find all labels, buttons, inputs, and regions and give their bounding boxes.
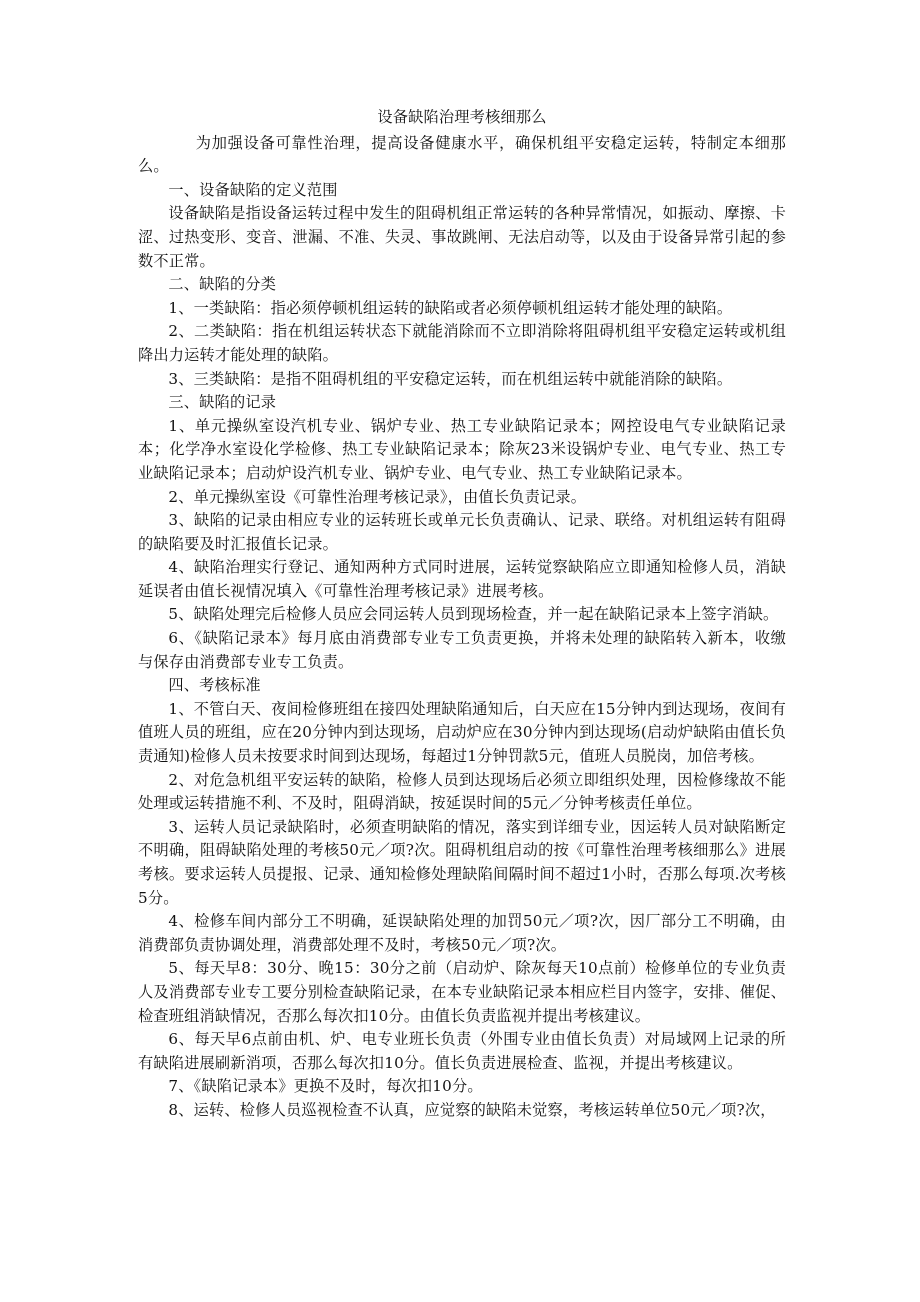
body-paragraph: 5、每天早8：30分、晚15：30分之前（启动炉、除灰每天10点前）检修单位的专业负责人及消费部专业专工要分别检查缺陷记录，在本专业缺陷记录本相应栏目内签字，安排、催促、检查班组消缺情况，否那么每次扣10分。由值长负责监视并提出考核建议。 bbox=[138, 959, 786, 1025]
body-paragraph: 1、不管白天、夜间检修班组在接四处理缺陷通知后，白天应在15分钟内到达现场，夜间有值班人员的班组，应在20分钟内到达现场，启动炉应在30分钟内到达现场(启动炉缺陷由值长负责通知)检修人员未按要求时间到达现场，每超过1分钟罚款5元，值班人员脱岗，加倍考核。 bbox=[138, 699, 786, 766]
body-paragraph: 1、单元操纵室设汽机专业、锅炉专业、热工专业缺陷记录本；网控设电气专业缺陷记录本；化学净水室设化学检修、热工专业缺陷记录本；除灰23米设锅炉专业、电气专业、热工专业缺陷记录本；启动炉设汽机专业、锅炉专业、电气专业、热工专业缺陷记录本。 bbox=[138, 416, 786, 482]
body-paragraph: 2、对危急机组平安运转的缺陷，检修人员到达现场后必须立即组织处理，因检修缘故不能处理或运转措施不利、不及时，阻碍消缺，按延误时间的5元／分钟考核责任单位。 bbox=[138, 770, 786, 813]
body-paragraph: 2、单元操纵室设《可靠性治理考核记录》，由值长负责记录。 bbox=[168, 487, 587, 506]
body-paragraph: 6、《缺陷记录本》每月底由消费部专业专工负责更换，并将未处理的缺陷转入新本，收缴与保存由消费部专业专工负责。 bbox=[138, 629, 786, 671]
body-paragraph: 3、运转人员记录缺陷时，必须查明缺陷的情况，落实到详细专业，因运转人员对缺陷断定不明确，阻碍缺陷处理的考核50元／项?次。阻碍机组启动的按《可靠性治理考核细那么》进展考核。要求运转人员提报、记录、通知检修处理缺陷间隔时间不超过1小时，否那么每项.次考核5分。 bbox=[138, 817, 786, 907]
body-paragraph: 3、缺陷的记录由相应专业的运转班长或单元长负责确认、记录、联络。对机组运转有阻碍的缺陷要及时汇报值长记录。 bbox=[138, 511, 786, 553]
body-paragraph: 4、缺陷治理实行登记、通知两种方式同时进展，运转觉察缺陷应立即通知检修人员，消缺延误者由值长视情况填入《可靠性治理考核记录》进展考核。 bbox=[138, 558, 786, 600]
document-title: 设备缺陷治理考核细那么 bbox=[377, 108, 547, 126]
intro-paragraph: 为加强设备可靠性治理，提高设备健康水平，确保机组平安稳定运转，特制定本细那么。 bbox=[138, 133, 786, 176]
body-paragraph: 8、运转、检修人员巡视检查不认真，应觉察的缺陷未觉察，考核运转单位50元／项?次， bbox=[168, 1100, 776, 1119]
document-page bbox=[138, 106, 786, 1123]
body-paragraph: 4、检修车间内部分工不明确，延误缺陷处理的加罚50元／项?次，因厂部分工不明确，由消费部负责协调处理，消费部处理不及时，考核50元／项?次。 bbox=[138, 912, 786, 954]
body-paragraph: 5、缺陷处理完后检修人员应会同运转人员到现场检查，并一起在缺陷记录本上签字消缺。 bbox=[168, 605, 779, 624]
document-body bbox=[138, 132, 786, 1123]
section-heading: 三、缺陷的记录 bbox=[168, 393, 277, 412]
section-heading: 二、缺陷的分类 bbox=[168, 275, 277, 294]
body-paragraph: 7、《缺陷记录本》更换不及时，每次扣10分。 bbox=[168, 1077, 483, 1096]
body-paragraph: 3、三类缺陷：是指不阻碍机组的平安稳定运转，而在机组运转中就能消除的缺陷。 bbox=[168, 369, 733, 388]
body-paragraph: 1、一类缺陷：指必须停顿机组运转的缺陷或者必须停顿机组运转才能处理的缺陷。 bbox=[168, 298, 733, 317]
body-paragraph: 6、每天早6点前由机、炉、电专业班长负责（外围专业由值长负责）对局域网上记录的所有缺陷进展刷新消项，否那么每次扣10分。值长负责进展检查、监视，并提出考核建议。 bbox=[138, 1030, 786, 1072]
body-paragraph: 设备缺陷是指设备运转过程中发生的阻碍机组正常运转的各种异常情况，如振动、摩擦、卡涩、过热变形、变音、泄漏、不准、失灵、事故跳闸、无法启动等，以及由于设备异常引起的参数不正常。 bbox=[138, 204, 786, 270]
body-paragraph: 2、二类缺陷：指在机组运转状态下就能消除而不立即消除将阻碍机组平安稳定运转或机组降出力运转才能处理的缺陷。 bbox=[138, 322, 786, 364]
section-heading: 一、设备缺陷的定义范围 bbox=[168, 180, 338, 199]
section-heading: 四、考核标准 bbox=[168, 676, 261, 695]
